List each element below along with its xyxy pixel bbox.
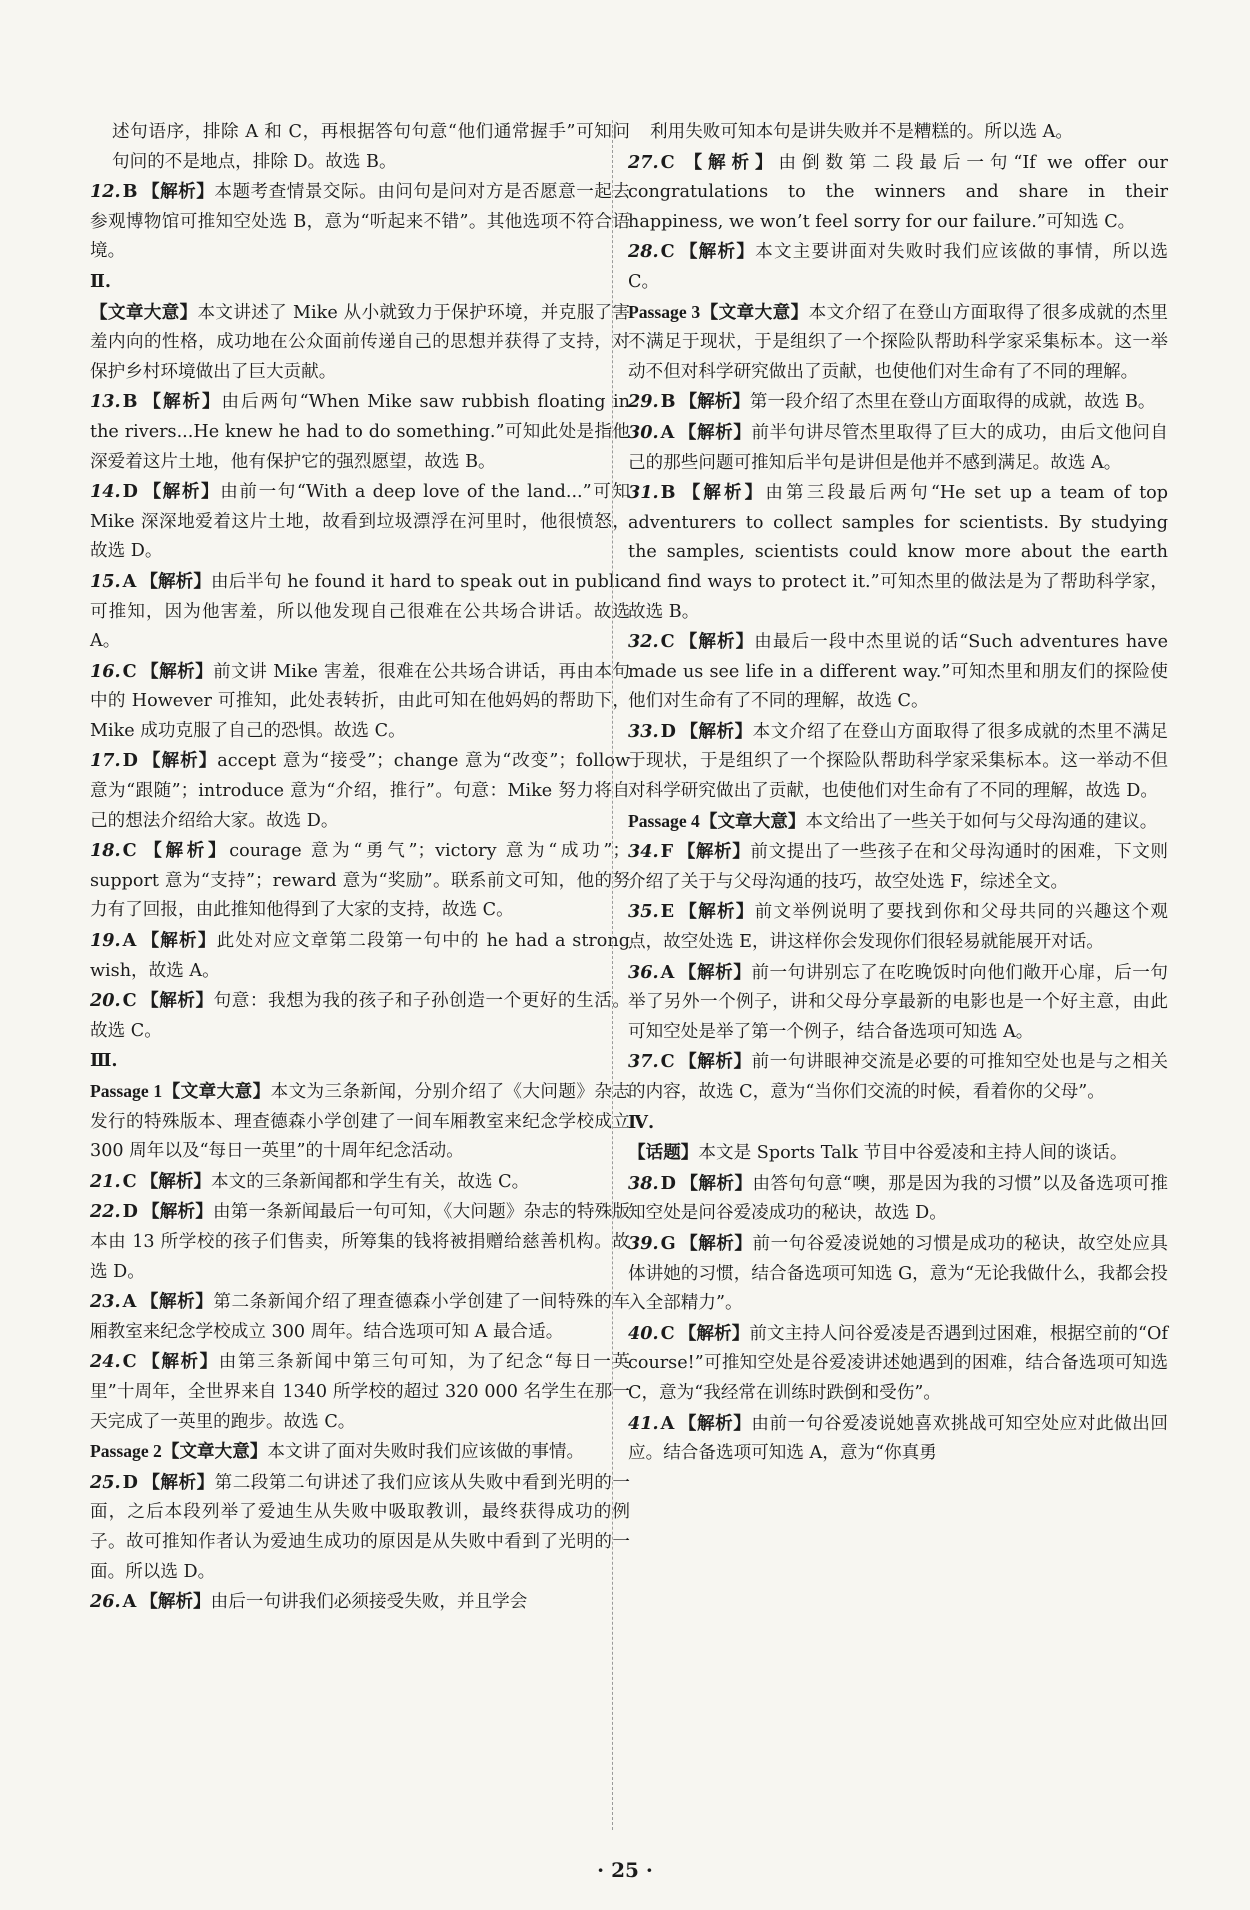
answer-item bbox=[628, 1409, 1168, 1469]
analysis-text: 由前一句“With a deep love of the land...”可知 Mike 深深地爱着这片土地，故看到垃圾漂浮在河里时，他很愤怒，故选 D。 bbox=[90, 482, 630, 562]
answer-letter: C bbox=[122, 1351, 137, 1373]
analysis-tag: 【解析】 bbox=[678, 241, 756, 263]
analysis-tag: 【解析】 bbox=[140, 840, 230, 862]
analysis-text: 本题考查情景交际。由问句是问对方是否愿意一起去参观博物馆可推知空处选 B，意为“听起来不错”。其他选项不符合语境。 bbox=[90, 182, 630, 262]
analysis-tag: 【解析】 bbox=[677, 841, 751, 863]
question-number: 21. bbox=[90, 1170, 121, 1192]
summary-text: 本文讲了面对失败时我们应该做的事情。 bbox=[267, 1442, 585, 1463]
question-number: 19. bbox=[90, 930, 121, 952]
question-number: 30. bbox=[628, 421, 659, 443]
answer-item bbox=[90, 477, 630, 567]
answer-letter: D bbox=[122, 481, 138, 503]
analysis-tag: 【解析】 bbox=[141, 750, 218, 772]
answer-item bbox=[90, 1587, 630, 1618]
answer-item bbox=[628, 1229, 1168, 1319]
analysis-text: 前文主持人问谷爱凌是否遇到过困难，根据空前的“Of course!”可推知空处是谷爱凌讲述她遇到的困难，结合备选项可知选 C，意为“我经常在训练时跌倒和受伤”。 bbox=[628, 1323, 1168, 1403]
analysis-tag: 【解析】 bbox=[678, 1412, 752, 1434]
answer-letter: C bbox=[122, 660, 137, 682]
analysis-text: 第一段介绍了杰里在登山方面取得的成就，故选 B。 bbox=[749, 392, 1156, 413]
question-number: 18. bbox=[90, 840, 121, 862]
answer-item bbox=[90, 567, 630, 657]
answer-item bbox=[628, 717, 1168, 807]
answer-letter: A bbox=[660, 1412, 675, 1434]
analysis-tag: 【解析】 bbox=[678, 421, 752, 443]
answer-item bbox=[90, 986, 630, 1046]
section-heading bbox=[90, 267, 630, 298]
question-number: 36. bbox=[628, 961, 659, 983]
answer-letter: F bbox=[660, 841, 674, 863]
analysis-text: 由后两句“When Mike saw rubbish floating in the rivers...He knew he had to do something.”可知此处是指他深爱着这片土地，他有保护它的强烈愿望，故选 B。 bbox=[90, 392, 630, 472]
answer-letter: D bbox=[122, 750, 138, 772]
question-number: 15. bbox=[90, 570, 121, 592]
answer-letter: B bbox=[122, 391, 138, 413]
passage-label: Passage 1 bbox=[90, 1081, 163, 1101]
analysis-text: 由第三条新闻中第三句可知，为了纪念“每日一英里”十周年，全世界来自 1340 所学校的超过 320 000 名学生在那一天完成了一英里的跑步。故选 C。 bbox=[90, 1352, 630, 1432]
analysis-text: 由后一句讲我们必须接受失败，并且学会 bbox=[210, 1592, 528, 1613]
answer-letter: D bbox=[122, 1201, 138, 1223]
analysis-text: 前文讲 Mike 害羞，很难在公共场合讲话，再由本句中的 However 可推知，此处表转折，由此可知在他妈妈的帮助下，Mike 成功克服了自己的恐惧。故选 C。 bbox=[90, 661, 630, 741]
analysis-text: 本文的三条新闻都和学生有关，故选 C。 bbox=[211, 1171, 530, 1192]
analysis-text: 由第一条新闻最后一句可知，《大问题》杂志的特殊版本由 13 所学校的孩子们售卖，所筹集的钱将被捐赠给慈善机构。故选 D。 bbox=[90, 1202, 630, 1282]
analysis-text: 由答句句意“噢，那是因为我的习惯”以及备选项可推知空处是问谷爱凌成功的秘诀，故选 D。 bbox=[628, 1173, 1168, 1224]
answer-letter: C bbox=[660, 151, 675, 173]
answer-item bbox=[90, 1347, 630, 1437]
answer-item bbox=[628, 237, 1168, 297]
analysis-text: 第二条新闻介绍了理查德森小学创建了一间特殊的车厢教室来纪念学校成立 300 周年。结合选项可知 A 最合适。 bbox=[90, 1292, 630, 1342]
answer-item bbox=[628, 387, 1168, 418]
answer-item bbox=[628, 1319, 1168, 1409]
article-summary bbox=[628, 1138, 1168, 1169]
answer-letter: D bbox=[660, 720, 676, 742]
analysis-text: 由倒数第二段最后一句“If we offer our congratulations to the winners and share in their happiness, we won’t feel sorry for our failure.”可知选 C。 bbox=[628, 152, 1168, 232]
analysis-text: 此处对应文章第二段第一句中的 he had a strong wish，故选 A。 bbox=[90, 931, 630, 981]
answer-item bbox=[90, 746, 630, 836]
analysis-text: 由前一句谷爱凌说她喜欢挑战可知空处应对此做出回应。结合备选项可知选 A，意为“你真勇 bbox=[628, 1413, 1168, 1464]
question-number: 37. bbox=[628, 1051, 659, 1073]
answer-letter: G bbox=[660, 1232, 676, 1254]
answer-item bbox=[628, 1047, 1168, 1107]
question-number: 12. bbox=[90, 181, 121, 203]
question-number: 22. bbox=[90, 1201, 121, 1223]
answer-letter: A bbox=[122, 1591, 137, 1613]
answer-letter: C bbox=[660, 1322, 675, 1344]
analysis-text: 由第三段最后两句“He set up a team of top adventurers to collect samples for scientists. By studying the samples, scientists could know more about the earth and find ways to protect it.”可知杰里的做法是为了帮助科学家，故选 B。 bbox=[628, 483, 1168, 622]
question-number: 26. bbox=[90, 1591, 121, 1613]
answer-item bbox=[90, 387, 630, 477]
answer-item bbox=[90, 177, 630, 267]
answer-letter: A bbox=[660, 421, 675, 443]
analysis-tag: 【解析】 bbox=[679, 391, 750, 413]
question-number: 16. bbox=[90, 660, 121, 682]
summary-text: 本文为三条新闻，分别介绍了《大问题》杂志发行的特殊版本、理查德森小学创建了一间车厢教室来纪念学校成立 300 周年以及“每日一英里”的十周年纪念活动。 bbox=[90, 1082, 630, 1162]
section-heading bbox=[90, 1046, 630, 1077]
analysis-text: 句意：我想为我的孩子和子孙创造一个更好的生活。故选 C。 bbox=[90, 991, 630, 1041]
summary-text: 本文讲述了 Mike 从小就致力于保护环境，并克服了害羞内向的性格，成功地在公众面前传递自己的思想并获得了支持，对保护乡村环境做出了巨大贡献。 bbox=[90, 302, 630, 382]
passage-summary bbox=[90, 1077, 630, 1167]
question-number: 20. bbox=[90, 990, 121, 1012]
answer-letter: C bbox=[660, 241, 675, 263]
answer-letter: A bbox=[122, 930, 137, 952]
analysis-tag: 【解析】 bbox=[679, 720, 753, 742]
analysis-text: 前一句讲别忘了在吃晚饭时向他们敞开心扉，后一句举了另外一个例子，讲和父母分享最新的电影也是一个好主意，由此可知空处是举了第一个例子，结合备选项可知选 A。 bbox=[628, 962, 1168, 1042]
analysis-tag: 【解析】 bbox=[140, 1351, 219, 1373]
answer-letter: D bbox=[660, 1172, 676, 1194]
section-heading bbox=[628, 1108, 1168, 1139]
answer-item bbox=[90, 836, 630, 926]
analysis-tag: 【解析】 bbox=[679, 1232, 753, 1254]
question-number: 28. bbox=[628, 241, 659, 263]
analysis-tag: 【解析】 bbox=[140, 1291, 214, 1313]
analysis-tag: 【解析】 bbox=[141, 391, 222, 413]
question-number: 25. bbox=[90, 1471, 121, 1493]
passage-summary bbox=[628, 807, 1168, 838]
question-number: 40. bbox=[628, 1322, 659, 1344]
analysis-tag: 【解析】 bbox=[678, 961, 752, 983]
analysis-tag: 【解析】 bbox=[140, 1170, 212, 1192]
analysis-tag: 【解析】 bbox=[140, 570, 211, 592]
analysis-text: 前半句讲尽管杰里取得了巨大的成功，由后文他问自己的那些问题可推知后半句是讲但是他并不感到满足。故选 A。 bbox=[628, 422, 1168, 473]
summary-tag: 【文章大意】 bbox=[90, 301, 198, 323]
analysis-tag: 【解析】 bbox=[140, 1591, 211, 1613]
answer-letter: A bbox=[122, 570, 137, 592]
analysis-text: 第二段第二句讲述了我们应该从失败中看到光明的一面，之后本段列举了爱迪生从失败中吸取教训，最终获得成功的例子。故可推知作者认为爱迪生成功的原因是从失败中看到了光明的一面。所以选 D。 bbox=[90, 1472, 630, 1582]
passage-label: Passage 4 bbox=[628, 810, 700, 831]
answer-letter: B bbox=[660, 391, 676, 413]
summary-text: 本文介绍了在登山方面取得了很多成就的杰里不满足于现状，于是组织了一个探险队帮助科学家采集标本。这一举动不但对科学研究做出了贡献，也使他们对生命有了不同的理解。 bbox=[628, 302, 1168, 382]
question-number: 24. bbox=[90, 1351, 121, 1373]
question-number: 39. bbox=[628, 1232, 659, 1254]
question-number: 29. bbox=[628, 391, 659, 413]
question-number: 13. bbox=[90, 391, 121, 413]
analysis-text: accept 意为“接受”；change 意为“改变”；follow 意为“跟随”；introduce 意为“介绍，推行”。句意：Mike 努力将自己的想法介绍给大家。故选 D。 bbox=[90, 751, 630, 831]
analysis-text: 前一句讲眼神交流是必要的可推知空处也是与之相关的内容，故选 C，意为“当你们交流的时候，看着你的父母”。 bbox=[628, 1052, 1168, 1102]
summary-text: 本文给出了一些关于如何与父母沟通的建议。 bbox=[805, 811, 1158, 832]
analysis-text: 前文举例说明了要找到你和父母共同的兴趣这个观点，故空处选 E，讲这样你会发现你们很轻易就能展开对话。 bbox=[628, 902, 1168, 953]
question-number: 17. bbox=[90, 750, 121, 772]
analysis-tag: 【解析】 bbox=[140, 660, 214, 682]
analysis-tag: 【解析】 bbox=[678, 1322, 750, 1344]
answer-letter: B bbox=[122, 181, 138, 203]
answer-letter: E bbox=[660, 901, 675, 923]
analysis-tag: 【解析】 bbox=[140, 930, 217, 952]
section-numeral: Ⅳ. bbox=[628, 1111, 655, 1133]
answer-item bbox=[90, 1287, 630, 1347]
right-column bbox=[628, 118, 1168, 1469]
continued-text bbox=[90, 118, 630, 177]
question-number: 41. bbox=[628, 1412, 659, 1434]
column-divider bbox=[612, 120, 614, 1830]
answer-item bbox=[628, 148, 1168, 238]
analysis-tag: 【解析】 bbox=[141, 181, 215, 203]
section-numeral: Ⅱ. bbox=[90, 270, 111, 292]
analysis-text: 前一句谷爱凌说她的习惯是成功的秘诀，故空处应具体讲她的习惯，结合备选项可知选 G，意为“无论我做什么，我都会投入全部精力”。 bbox=[628, 1233, 1168, 1314]
analysis-text: 本文介绍了在登山方面取得了很多成就的杰里不满足于现状，于是组织了一个探险队帮助科学家采集标本。这一举动不但对科学研究做出了贡献，也使他们对生命有了不同的理解，故选 D。 bbox=[628, 721, 1168, 802]
analysis-tag: 【解析】 bbox=[678, 901, 755, 923]
continued-text bbox=[628, 118, 1168, 148]
question-number: 33. bbox=[628, 720, 659, 742]
answer-item bbox=[628, 837, 1168, 897]
analysis-tag: 【解析】 bbox=[141, 1201, 214, 1223]
passage-summary bbox=[90, 1437, 630, 1468]
summary-text: 本文是 Sports Talk 节目中谷爱凌和主持人间的谈话。 bbox=[698, 1143, 1128, 1164]
summary-tag: 【文章大意】 bbox=[700, 301, 809, 323]
analysis-text: 前文提出了一些孩子在和父母沟通时的困难，下文则介绍了关于与父母沟通的技巧，故空处选 F，综述全文。 bbox=[628, 842, 1168, 892]
answer-letter: C bbox=[122, 990, 137, 1012]
answer-letter: C bbox=[122, 1170, 137, 1192]
question-number: 23. bbox=[90, 1291, 121, 1313]
passage-label: Passage 3 bbox=[628, 301, 701, 322]
analysis-tag: 【解析】 bbox=[141, 1471, 215, 1493]
left-column bbox=[90, 118, 630, 1618]
analysis-text: 本文主要讲面对失败时我们应该做的事情，所以选 C。 bbox=[628, 242, 1168, 292]
answer-item bbox=[628, 897, 1168, 957]
analysis-tag: 【解析】 bbox=[678, 631, 755, 653]
answer-item bbox=[90, 657, 630, 747]
answer-letter: C bbox=[660, 1051, 675, 1073]
question-number: 38. bbox=[628, 1172, 659, 1194]
answer-item bbox=[90, 926, 630, 986]
article-summary bbox=[90, 298, 630, 388]
answer-letter: C bbox=[122, 840, 137, 862]
analysis-tag: 【解析】 bbox=[679, 1172, 753, 1194]
passage-label: Passage 2 bbox=[90, 1441, 162, 1462]
summary-tag: 【话题】 bbox=[628, 1142, 699, 1164]
answer-letter: B bbox=[660, 482, 676, 504]
passage-summary bbox=[628, 298, 1168, 388]
question-number: 31. bbox=[628, 482, 659, 504]
answer-item bbox=[628, 478, 1168, 627]
analysis-tag: 【解析】 bbox=[678, 151, 779, 173]
answer-item bbox=[90, 1197, 630, 1287]
section-numeral: Ⅲ. bbox=[90, 1050, 118, 1072]
analysis-tag: 【解析】 bbox=[141, 481, 221, 503]
question-number: 32. bbox=[628, 631, 659, 653]
question-number: 14. bbox=[90, 481, 121, 503]
answer-letter: D bbox=[122, 1471, 138, 1493]
answer-item bbox=[628, 958, 1168, 1048]
answer-item bbox=[90, 1468, 630, 1587]
question-number: 27. bbox=[628, 151, 659, 173]
answer-letter: A bbox=[660, 961, 675, 983]
answer-item bbox=[628, 627, 1168, 717]
summary-tag: 【文章大意】 bbox=[699, 810, 806, 832]
page-number: · 25 · bbox=[597, 1858, 653, 1882]
answer-letter: C bbox=[660, 631, 675, 653]
analysis-tag: 【解析】 bbox=[678, 1051, 752, 1073]
analysis-text: 由最后一段中杰里说的话“Such adventures have made us see life in a different way.”可知杰里和朋友们的探险使他们对生命有了不同的理解，故选 C。 bbox=[628, 632, 1168, 712]
continued-text-body: 利用失败可知本句是讲失败并不是糟糕的。所以选 A。 bbox=[650, 122, 1073, 142]
analysis-tag: 【解析】 bbox=[679, 482, 766, 504]
answer-item bbox=[628, 418, 1168, 478]
continued-text-body: 述句语序，排除 A 和 C，再根据答句句意“他们通常握手”可知问句问的不是地点，排除 D。故选 B。 bbox=[112, 122, 630, 172]
analysis-text: courage 意为“勇气”；victory 意为“成功”；support 意为“支持”；reward 意为“奖励”。联系前文可知，他的努力有了回报，由此推知他得到了大家的支持，故选 C。 bbox=[90, 841, 630, 921]
answer-item bbox=[628, 1169, 1168, 1229]
analysis-tag: 【解析】 bbox=[140, 990, 214, 1012]
summary-tag: 【文章大意】 bbox=[162, 1081, 271, 1102]
summary-tag: 【文章大意】 bbox=[161, 1441, 268, 1463]
answer-letter: A bbox=[122, 1291, 137, 1313]
analysis-text: 由后半句 he found it hard to speak out in public 可推知，因为他害羞，所以他发现自己很难在公共场合讲话。故选 A。 bbox=[90, 571, 630, 652]
question-number: 34. bbox=[628, 841, 659, 863]
answer-item bbox=[90, 1167, 630, 1198]
question-number: 35. bbox=[628, 901, 659, 923]
